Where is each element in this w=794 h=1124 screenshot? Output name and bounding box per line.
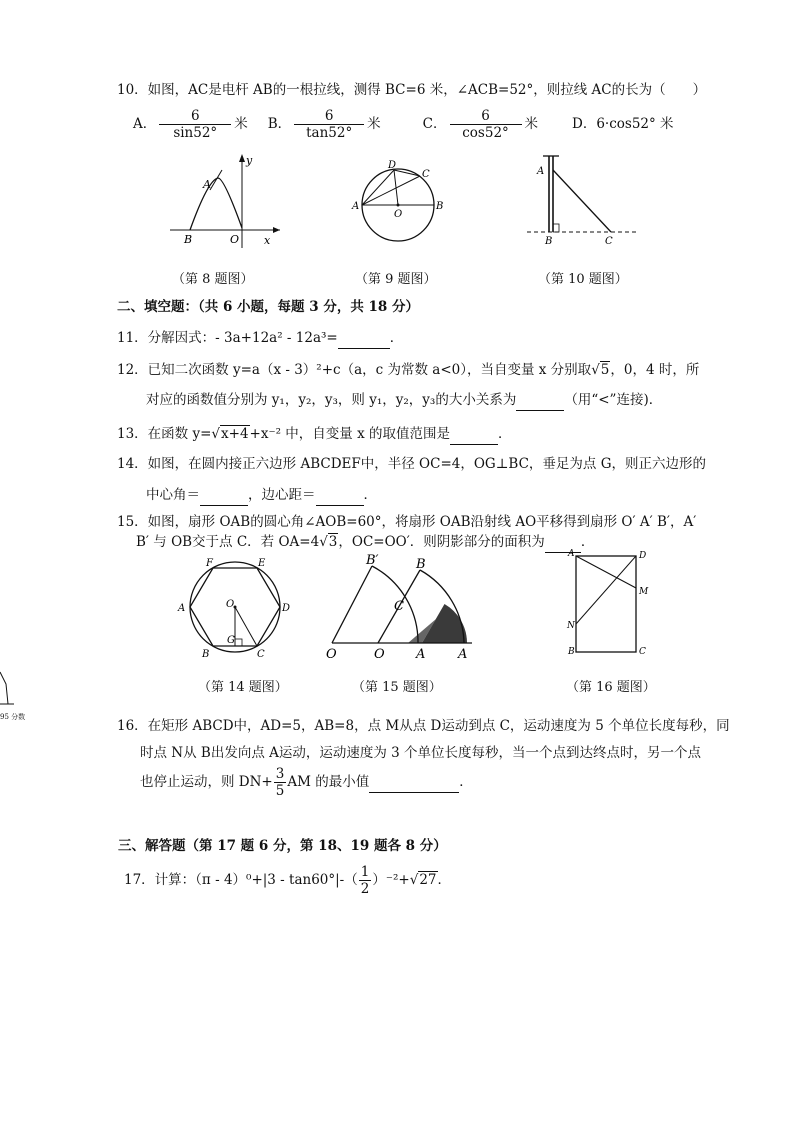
q12-line2 — [146, 390, 662, 411]
fig16-label-B: B — [568, 647, 575, 657]
q12-line1 — [117, 360, 699, 380]
q10-optB-label: B． — [267, 116, 292, 132]
margin-fragment-shape — [0, 670, 14, 710]
q10-optA-fraction — [159, 108, 231, 141]
q11-text: 11．分解因式：- 3a+12a² - 12a³= — [117, 330, 338, 346]
fig9-caption: （第 9 题图） — [355, 272, 437, 287]
q17-sqrt-val: 27 — [419, 872, 437, 888]
q12-sqrt: √5 — [591, 362, 610, 378]
q13-sqrt: √x+4 — [211, 426, 249, 442]
fig10-caption: （第 10 题图） — [538, 272, 628, 287]
fig14-label-O: O — [226, 599, 235, 610]
q12-line2-a: 对应的函数值分别为 y₁，y₂，y₃，则 y₁，y₂，y₃的大小关系为 — [146, 392, 517, 408]
q10-optC-fraction — [450, 108, 522, 141]
q14-line2 — [146, 485, 377, 506]
fig15-label-C: C — [394, 599, 404, 614]
fig9-label-B: B — [436, 201, 444, 212]
q15-line2-a: B′ 与 OB交于点 C．若 OA=4 — [136, 534, 320, 550]
q15-line2-b: ，OC=OO′．则阴影部分的面积为 — [338, 534, 545, 550]
fig16-label-A: A — [568, 549, 575, 559]
fig9-label-D: D — [388, 160, 397, 171]
section2-title: 二、填空题：（共 6 小题，每题 3 分，共 18 分） — [117, 299, 420, 315]
q13-text-a: 13．在函数 y= — [117, 426, 212, 442]
q10-stem: 10．如图，AC是电杆 AB的一根拉线，测得 BC=6 米，∠ACB=52°，则拉线 AC的长为（ ） — [117, 82, 707, 98]
fig14-label-B: B — [202, 649, 210, 660]
q10-optA-label: A． — [133, 116, 157, 132]
q11-answer-blank — [338, 328, 390, 349]
fig15-label-A2: A — [458, 647, 468, 662]
q16-answer-blank — [369, 772, 459, 793]
fig14-label-A: A — [178, 603, 186, 614]
q16-line3-b: AM 的最小值 — [287, 774, 370, 790]
fig15-diagram — [322, 550, 482, 665]
margin-fragment-text: 95 分数 — [0, 713, 26, 721]
q17-text-b: ）⁻²+ — [372, 872, 410, 888]
fig15-label-B: B — [416, 557, 426, 572]
q16-end: ． — [459, 774, 473, 790]
fig14-diagram — [172, 555, 302, 665]
q17-fraction — [359, 864, 372, 897]
q13-end: ． — [498, 426, 512, 442]
fig9-diagram — [350, 155, 450, 250]
q10-optC-den: cos52° — [462, 124, 509, 141]
q10-optC-num: 6 — [450, 108, 522, 125]
q16-frac-num: 3 — [275, 765, 285, 782]
fig16-label-M: M — [639, 587, 649, 597]
q10-optC-label: C． — [422, 116, 447, 132]
q15-line1: 15．如图，扇形 OAB的圆心角∠AOB=60°，将扇形 OAB沿射线 AO平移得到扇形 O′ A′ B′，A′ — [117, 514, 697, 530]
q14-line2-a: 中心角＝ — [146, 487, 200, 503]
fig16-label-C: C — [639, 647, 646, 657]
q10-optD: D．6·cos52° 米 — [572, 116, 674, 132]
q10-optC-unit: 米 — [524, 116, 539, 132]
q10-optA-den: sin52° — [173, 124, 218, 141]
q13-answer-blank — [450, 424, 498, 445]
q10-optB-unit: 米 — [367, 116, 381, 132]
q17-frac-den: 2 — [360, 880, 370, 897]
q13-sqrt-expr: x+4 — [221, 426, 249, 442]
q10-optB-num: 6 — [294, 108, 364, 125]
section3-title: 三、解答题（第 17 题 6 分，第 18、19 题各 8 分） — [118, 838, 447, 854]
fig10-diagram — [525, 150, 640, 245]
fig8-label-y: y — [246, 154, 253, 167]
q15-sqrt-val: 3 — [328, 534, 338, 550]
fig14-label-D: D — [282, 603, 291, 614]
q16-frac-den: 5 — [275, 782, 285, 799]
q16-line2: 时点 N从 B出发向点 A运动，运动速度为 3 个单位长度每秒，当一个点到达终点时，另一个点 — [140, 745, 702, 761]
fig10-label-A: A — [537, 166, 545, 177]
q10-options — [133, 104, 674, 144]
fig8-label-x: x — [264, 234, 271, 247]
fig15-label-O2: O — [374, 647, 385, 662]
fig15-label-O1: O — [326, 647, 337, 662]
fig10-label-C: C — [605, 236, 613, 245]
q17-end: ． — [437, 872, 451, 888]
fig16-caption: （第 16 题图） — [566, 680, 656, 695]
q10-optB-den: tan52° — [306, 124, 353, 141]
fig16-diagram — [560, 548, 660, 663]
q13-text-b: +x⁻² 中，自变量 x 的取值范围是 — [249, 426, 450, 442]
q17-frac-num: 1 — [360, 863, 370, 880]
q12-line1-a: 12．已知二次函数 y=a（x - 3）²+c（a，c 为常数 a<0），当自变量 x 分别取 — [117, 362, 592, 378]
q12-line1-b: ，0，4 时，所 — [610, 362, 700, 378]
fig8-label-B: B — [184, 233, 193, 246]
fig15-label-A1: A — [416, 647, 426, 662]
q11 — [117, 328, 403, 349]
q15-sqrt: √3 — [319, 534, 338, 550]
q17-text-a: 17．计算：（π - 4）⁰+|3 - tan60°|-（ — [124, 872, 358, 888]
fig14-label-F: F — [206, 558, 213, 569]
fig14-label-E: E — [258, 558, 266, 569]
fig16-label-D: D — [639, 551, 647, 561]
q16-fraction — [274, 766, 287, 799]
fig8-diagram — [160, 150, 285, 250]
fig14-caption: （第 14 题图） — [198, 680, 288, 695]
q17 — [124, 862, 451, 898]
q12-answer-blank — [516, 390, 564, 411]
q15-end: ． — [580, 534, 595, 550]
q12-line2-b: （用“<”连接)． — [564, 392, 663, 408]
q14-apothem-blank — [316, 485, 364, 506]
q14-line2-b: ，边心距＝ — [248, 487, 316, 503]
fig9-label-C: C — [422, 169, 430, 180]
fig8-label-A: A — [203, 178, 211, 191]
fig10-label-B: B — [545, 236, 553, 245]
q10-optB-fraction — [294, 108, 364, 141]
q17-sqrt: √27 — [409, 872, 437, 888]
fig15-caption: （第 15 题图） — [352, 680, 442, 695]
fig8-label-O: O — [230, 233, 240, 246]
fig9-label-O: O — [394, 209, 403, 220]
q11-end: ． — [389, 330, 404, 346]
q16-line3-a: 也停止运动，则 DN+ — [140, 774, 273, 790]
fig9-label-A: A — [352, 201, 360, 212]
q14-central-angle-blank — [200, 485, 248, 506]
q16-line3 — [140, 762, 473, 802]
q13 — [117, 424, 512, 445]
q14-line1: 14．如图，在圆内接正六边形 ABCDEF中，半径 OC=4，OG⊥BC，垂足为点 G，则正六边形的 — [117, 456, 706, 472]
fig8-caption: （第 8 题图） — [172, 272, 254, 287]
q16-line1: 16．在矩形 ABCD中，AD=5，AB=8，点 M从点 D运动到点 C，运动速度为 5 个单位长度每秒，同 — [117, 718, 730, 734]
fig16-label-N: N — [567, 621, 575, 631]
q10-optA-num: 6 — [159, 108, 231, 125]
fig14-label-G: G — [227, 635, 235, 646]
q10-optA-unit: 米 — [234, 116, 248, 132]
q12-sqrt-val: 5 — [600, 362, 610, 378]
fig15-label-Bprime: B′ — [366, 553, 379, 568]
fig14-label-C: C — [257, 649, 265, 660]
q14-end: ． — [363, 487, 377, 503]
